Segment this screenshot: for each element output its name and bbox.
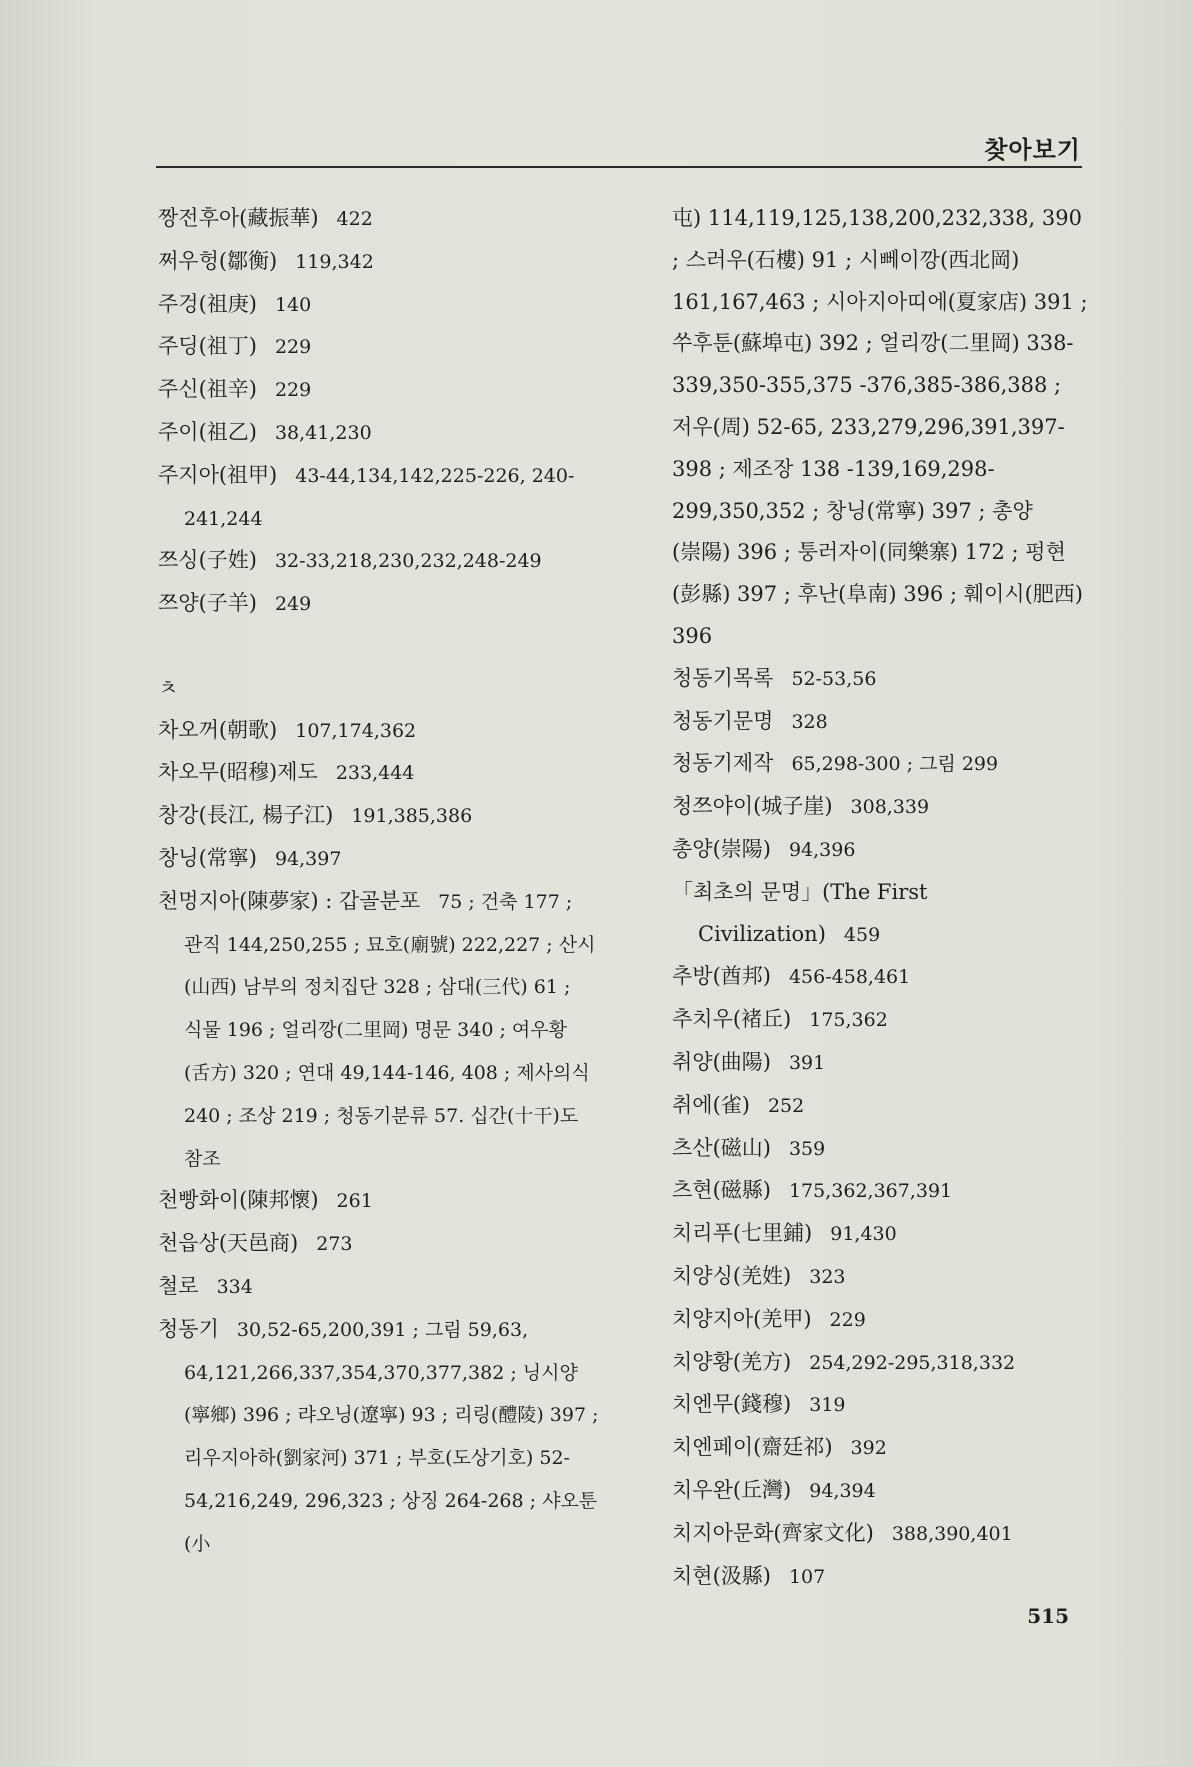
index-entry (158, 881, 606, 1181)
entry-pages: 91,430 (830, 1223, 897, 1246)
entry-term: 주신(祖辛) (158, 377, 257, 402)
index-entry (158, 455, 606, 541)
entry-pages: 388,390,401 (891, 1522, 1013, 1545)
entry-pages: 107 (788, 1565, 826, 1588)
entry-pages: 94,394 (809, 1479, 876, 1502)
entry-term: 청쯔야이(城子崖) (672, 794, 833, 819)
entry-term: 츠현(磁縣) (672, 1178, 771, 1203)
index-entry (672, 786, 1090, 829)
index-entry (672, 956, 1090, 999)
index-entry (672, 1513, 1090, 1556)
page-number: 515 (1027, 1604, 1069, 1628)
entry-term: 취에(雀) (672, 1092, 750, 1117)
index-entry (158, 795, 606, 838)
entry-pages: 261 (336, 1190, 373, 1213)
index-entry (672, 1042, 1090, 1085)
index-entry (672, 701, 1090, 744)
entry-pages: 319 (809, 1394, 846, 1417)
index-entry (158, 412, 606, 455)
entry-term: 츠산(磁山) (672, 1135, 771, 1160)
index-entry (672, 658, 1090, 701)
entry-pages: 30,52-65,200,391 ; 그림 59,63, 64,121,266,337,354,370,377,382 ; 닝시양(寧鄉) 396 ; 랴오닝(遼寧) 93 ; 리링(醴陵) 397 ; 리우지아하(劉家河) 371 ; 부호(도상기호) 52-54,216,249, 296,323 ; 상징 264-268 ; 샤오툰(小 (184, 1318, 599, 1555)
index-entry (158, 710, 606, 753)
entry-term: 주지아(祖甲) (158, 462, 278, 487)
entry-pages: 323 (809, 1265, 846, 1288)
entry-pages: 65,298-300 ; 그림 299 (791, 753, 999, 776)
index-entry (672, 1256, 1090, 1299)
index-entry (672, 872, 1090, 957)
entry-term: 청동기문명 (672, 708, 774, 733)
entry-term: 치양지아(羌甲) (672, 1306, 812, 1331)
index-entry (672, 743, 1090, 786)
entry-pages: 52-53,56 (791, 667, 877, 690)
index-entry (672, 829, 1090, 872)
entry-pages: 175,362 (809, 1009, 888, 1032)
entry-pages: 334 (216, 1275, 253, 1298)
entry-term: 청동기제작 (672, 751, 774, 776)
entry-pages: 392 (850, 1437, 887, 1460)
index-entry (158, 326, 606, 369)
entry-pages: 43-44,134,142,225-226, 240-241,244 (184, 464, 575, 530)
entry-term: 창닝(常寧) (158, 845, 257, 870)
index-entry (158, 540, 606, 583)
entry-term: 천읍상(天邑商) (158, 1231, 299, 1256)
entry-pages: 119,342 (295, 250, 374, 273)
entry-pages: 249 (274, 593, 312, 616)
entry-term: 주겅(祖庚) (158, 291, 257, 316)
index-entry (672, 1470, 1090, 1513)
entry-pages: 32-33,218,230,232,248-249 (274, 550, 542, 573)
entry-term: 짱전후아(藏振華) (158, 206, 319, 230)
index-entry (672, 1128, 1090, 1171)
entry-pages: 107,174,362 (295, 719, 417, 742)
entry-pages: 175,362,367,391 (788, 1180, 953, 1203)
entry-pages: 456-458,461 (788, 966, 911, 989)
entry-term: 천멍지아(陳夢家) : 갑골분포 (158, 888, 421, 913)
entry-pages: 422 (336, 208, 373, 230)
index-entry (158, 284, 606, 327)
entry-pages: 94,396 (788, 838, 856, 861)
entry-pages: 191,385,386 (351, 805, 473, 828)
entry-term: 총양(崇陽) (672, 836, 771, 861)
entry-term: 창강(長江, 楊子江) (158, 803, 334, 828)
entry-term: 천빵화이(陳邦懷) (158, 1188, 319, 1213)
entry-term: 추치우(褚丘) (672, 1007, 792, 1032)
entry-term: 「최초의 문명」(The First Civilization) (672, 879, 928, 946)
entry-term: 치양싱(羌姓) (672, 1263, 792, 1288)
index-entry (672, 1213, 1090, 1256)
index-entry (158, 752, 606, 795)
index-entry (672, 1384, 1090, 1427)
entry-term: 쯔싱(子姓) (158, 548, 257, 573)
index-entry (158, 241, 606, 284)
index-entry (672, 1427, 1090, 1470)
index-entry (672, 1299, 1090, 1342)
entry-term: 치리푸(七里鋪) (672, 1221, 813, 1246)
running-header: 찾아보기 (984, 136, 1081, 164)
entry-term: 청동기 (158, 1316, 219, 1341)
entry-term: 차오꺼(朝歌) (158, 717, 278, 742)
index-entry (672, 1085, 1090, 1128)
entry-pages: 94,397 (274, 847, 342, 870)
index-entry (672, 1170, 1090, 1213)
entry-term: 차오무(昭穆)제도 (158, 760, 318, 785)
entry-term: 치엔페이(齋廷祁) (672, 1435, 833, 1460)
entry-pages: 391 (788, 1051, 826, 1074)
entry-pages: 359 (788, 1137, 826, 1160)
entry-pages: 38,41,230 (274, 421, 372, 444)
entry-pages: 229 (274, 336, 312, 359)
index-entry (158, 369, 606, 412)
entry-term: 철로 (158, 1273, 199, 1298)
index-entry (158, 1309, 606, 1566)
index-entry (158, 838, 606, 881)
index-group-after-section (158, 710, 606, 1566)
entry-pages: 229 (829, 1308, 866, 1331)
index-entry (158, 1180, 606, 1223)
index-entry-continuation: 屯) 114,119,125,138,200,232,338, 390 ; 스러우(石樓) 91 ; 시뻬이깡(西北岡) 161,167,463 ; 시아지아띠에(夏家店) 391 ; 쑤후툰(蘇埠屯) 392 ; 얼리깡(二里岡) 338-339,350-355,375 -376,385-386,388 ; 저우(周) 52-65, 233,279,296,391,397-398 ; 제조장 138 -139,169,298-299,350,352 ; 창닝(常寧) 397 ; 총양(崇陽) 396 ; 퉁러자이(同樂寨) 172 ; 펑현(彭縣) 397 ; 후난(阜南) 396 ; 훼이시(肥西) 396 (672, 206, 1088, 648)
entry-pages: 229 (274, 379, 312, 402)
entry-term: 치지아문화(齊家文化) (672, 1520, 874, 1545)
left-column (158, 198, 606, 1566)
entry-term: 주이(祖乙) (158, 419, 257, 444)
right-column (672, 198, 1090, 1598)
index-entry (672, 999, 1090, 1042)
entry-term: 주딩(祖丁) (158, 334, 257, 359)
entry-term: 치양황(羌方) (672, 1349, 792, 1374)
entry-pages: 252 (767, 1094, 805, 1117)
section-letter: ㅊ (158, 675, 179, 700)
entry-pages: 233,444 (335, 762, 415, 785)
entry-pages: 254,292-295,318,332 (809, 1351, 1016, 1374)
entry-term: 취양(曲陽) (672, 1049, 771, 1074)
index-entry (158, 1223, 606, 1266)
entry-term: 치우완(丘灣) (672, 1477, 792, 1502)
entry-pages: 273 (316, 1233, 353, 1256)
entry-pages: 308,339 (850, 796, 930, 819)
entry-pages: 328 (791, 710, 828, 733)
index-entry (158, 198, 606, 241)
header-rule (156, 166, 1082, 168)
entry-term: 치엔무(錢穆) (672, 1392, 792, 1417)
index-entry (158, 583, 606, 626)
entry-term: 추방(酋邦) (672, 964, 771, 989)
entry-term: 쩌우헝(鄒衡) (158, 248, 278, 273)
entry-pages: 459 (843, 923, 881, 946)
index-entry (672, 1342, 1090, 1385)
entry-term: 청동기목록 (672, 665, 774, 690)
entry-term: 쯔양(子羊) (158, 591, 257, 616)
index-entry (158, 1266, 606, 1309)
index-entry (672, 1556, 1090, 1599)
entry-pages: 75 ; 건축 177 ; 관직 144,250,255 ; 묘호(廟號) 222,227 ; 산시(山西) 남부의 정치집단 328 ; 삼대(三代) 61 ; 식물 196 ; 얼리깡(二里岡) 명문 340 ; 여우황(舌方) 320 ; 연대 49,144-146, 408 ; 제사의식 240 ; 조상 219 ; 청동기분류 57. 십간(十干)도 참조 (184, 890, 596, 1170)
entry-pages: 140 (274, 293, 312, 316)
entry-term: 치현(汲縣) (672, 1563, 771, 1588)
index-group-before-section (158, 198, 606, 626)
